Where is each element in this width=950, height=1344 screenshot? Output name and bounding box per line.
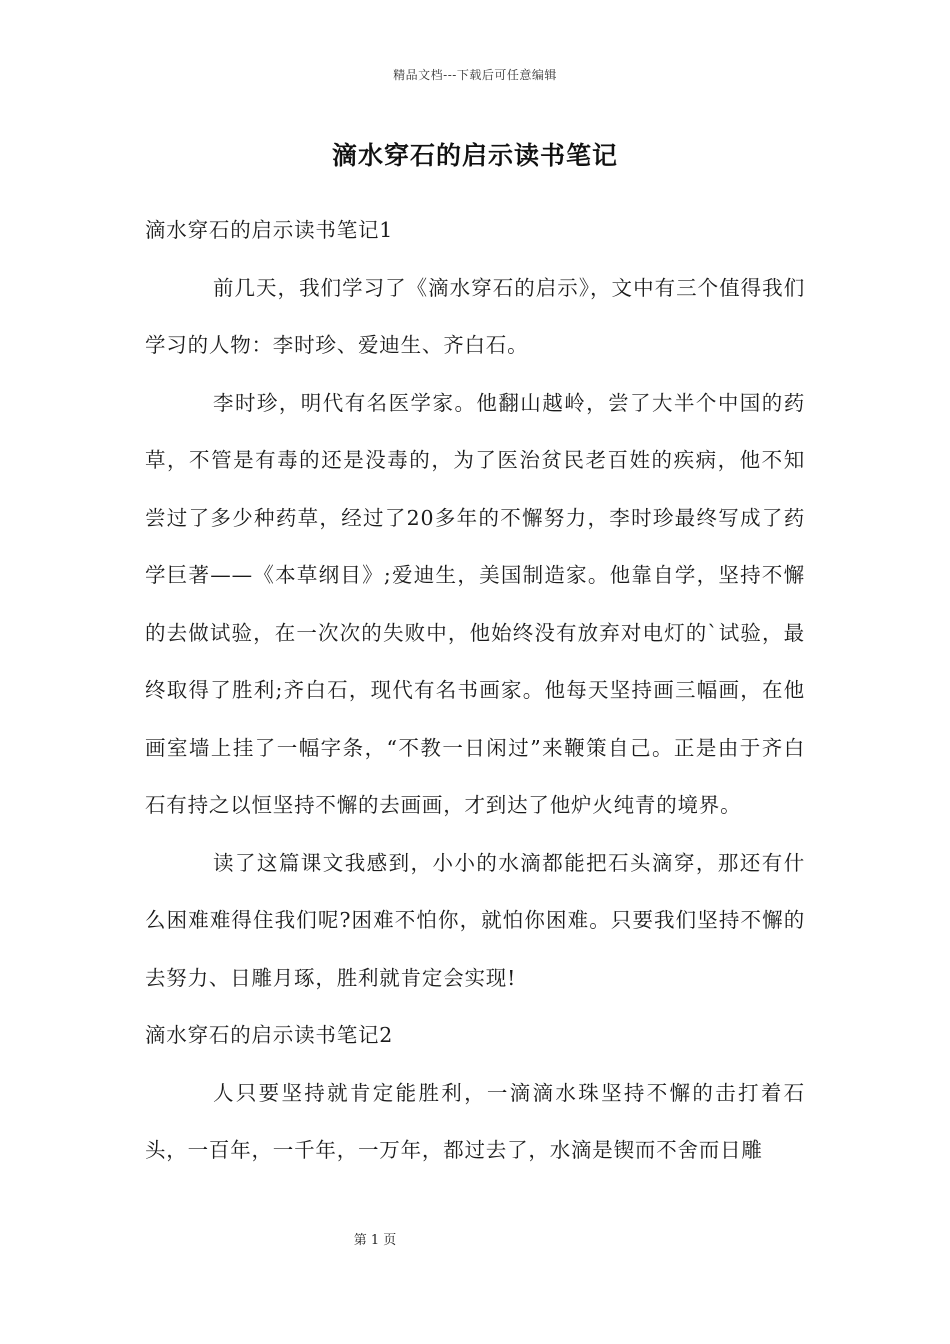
paragraph: 人只要坚持就肯定能胜利，一滴滴水珠坚持不懈的击打着石头，一百年，一千年，一万年，都过去了，水滴是锲而不舍而日雕 bbox=[145, 1080, 805, 1162]
paragraph: 读了这篇课文我感到，小小的水滴都能把石头滴穿，那还有什么困难难得住我们呢?困难不怕你，就怕你困难。只要我们坚持不懈的去努力、日雕月琢，胜利就肯定会实现! bbox=[145, 850, 805, 990]
document-title: 滴水穿石的启示读书笔记 bbox=[331, 141, 618, 170]
page-number: 第 1 页 bbox=[353, 1233, 397, 1248]
paragraph: 前几天，我们学习了《滴水穿石的启示》，文中有三个值得我们学习的人物：李时珍、爱迪生、齐白石。 bbox=[145, 275, 805, 357]
paragraph: 李时珍，明代有名医学家。他翻山越岭，尝了大半个中国的药草，不管是有毒的还是没毒的，为了医治贫民老百姓的疾病，他不知尝过了多少种药草，经过了20多年的不懈努力，李时珍最终写成了药学巨著——《本草纲目》;爱迪生，美国制造家。他靠自学，坚持不懈的去做试验，在一次次的失败中，他始终没有放弃对电灯的`试验，最终取得了胜利;齐白石，现代有名书画家。他每天坚持画三幅画，在他画室墙上挂了一幅字条，“不教一日闲过”来鞭策自己。正是由于齐白石有持之以恒坚持不懈的去画画，才到达了他炉火纯青的境界。 bbox=[145, 390, 805, 817]
document-body bbox=[145, 202, 805, 1180]
header-note: 精品文档---下载后可任意编辑 bbox=[393, 68, 557, 82]
section-heading-2: 滴水穿石的启示读书笔记2 bbox=[145, 1023, 394, 1047]
section-heading-1: 滴水穿石的启示读书笔记1 bbox=[145, 218, 394, 242]
